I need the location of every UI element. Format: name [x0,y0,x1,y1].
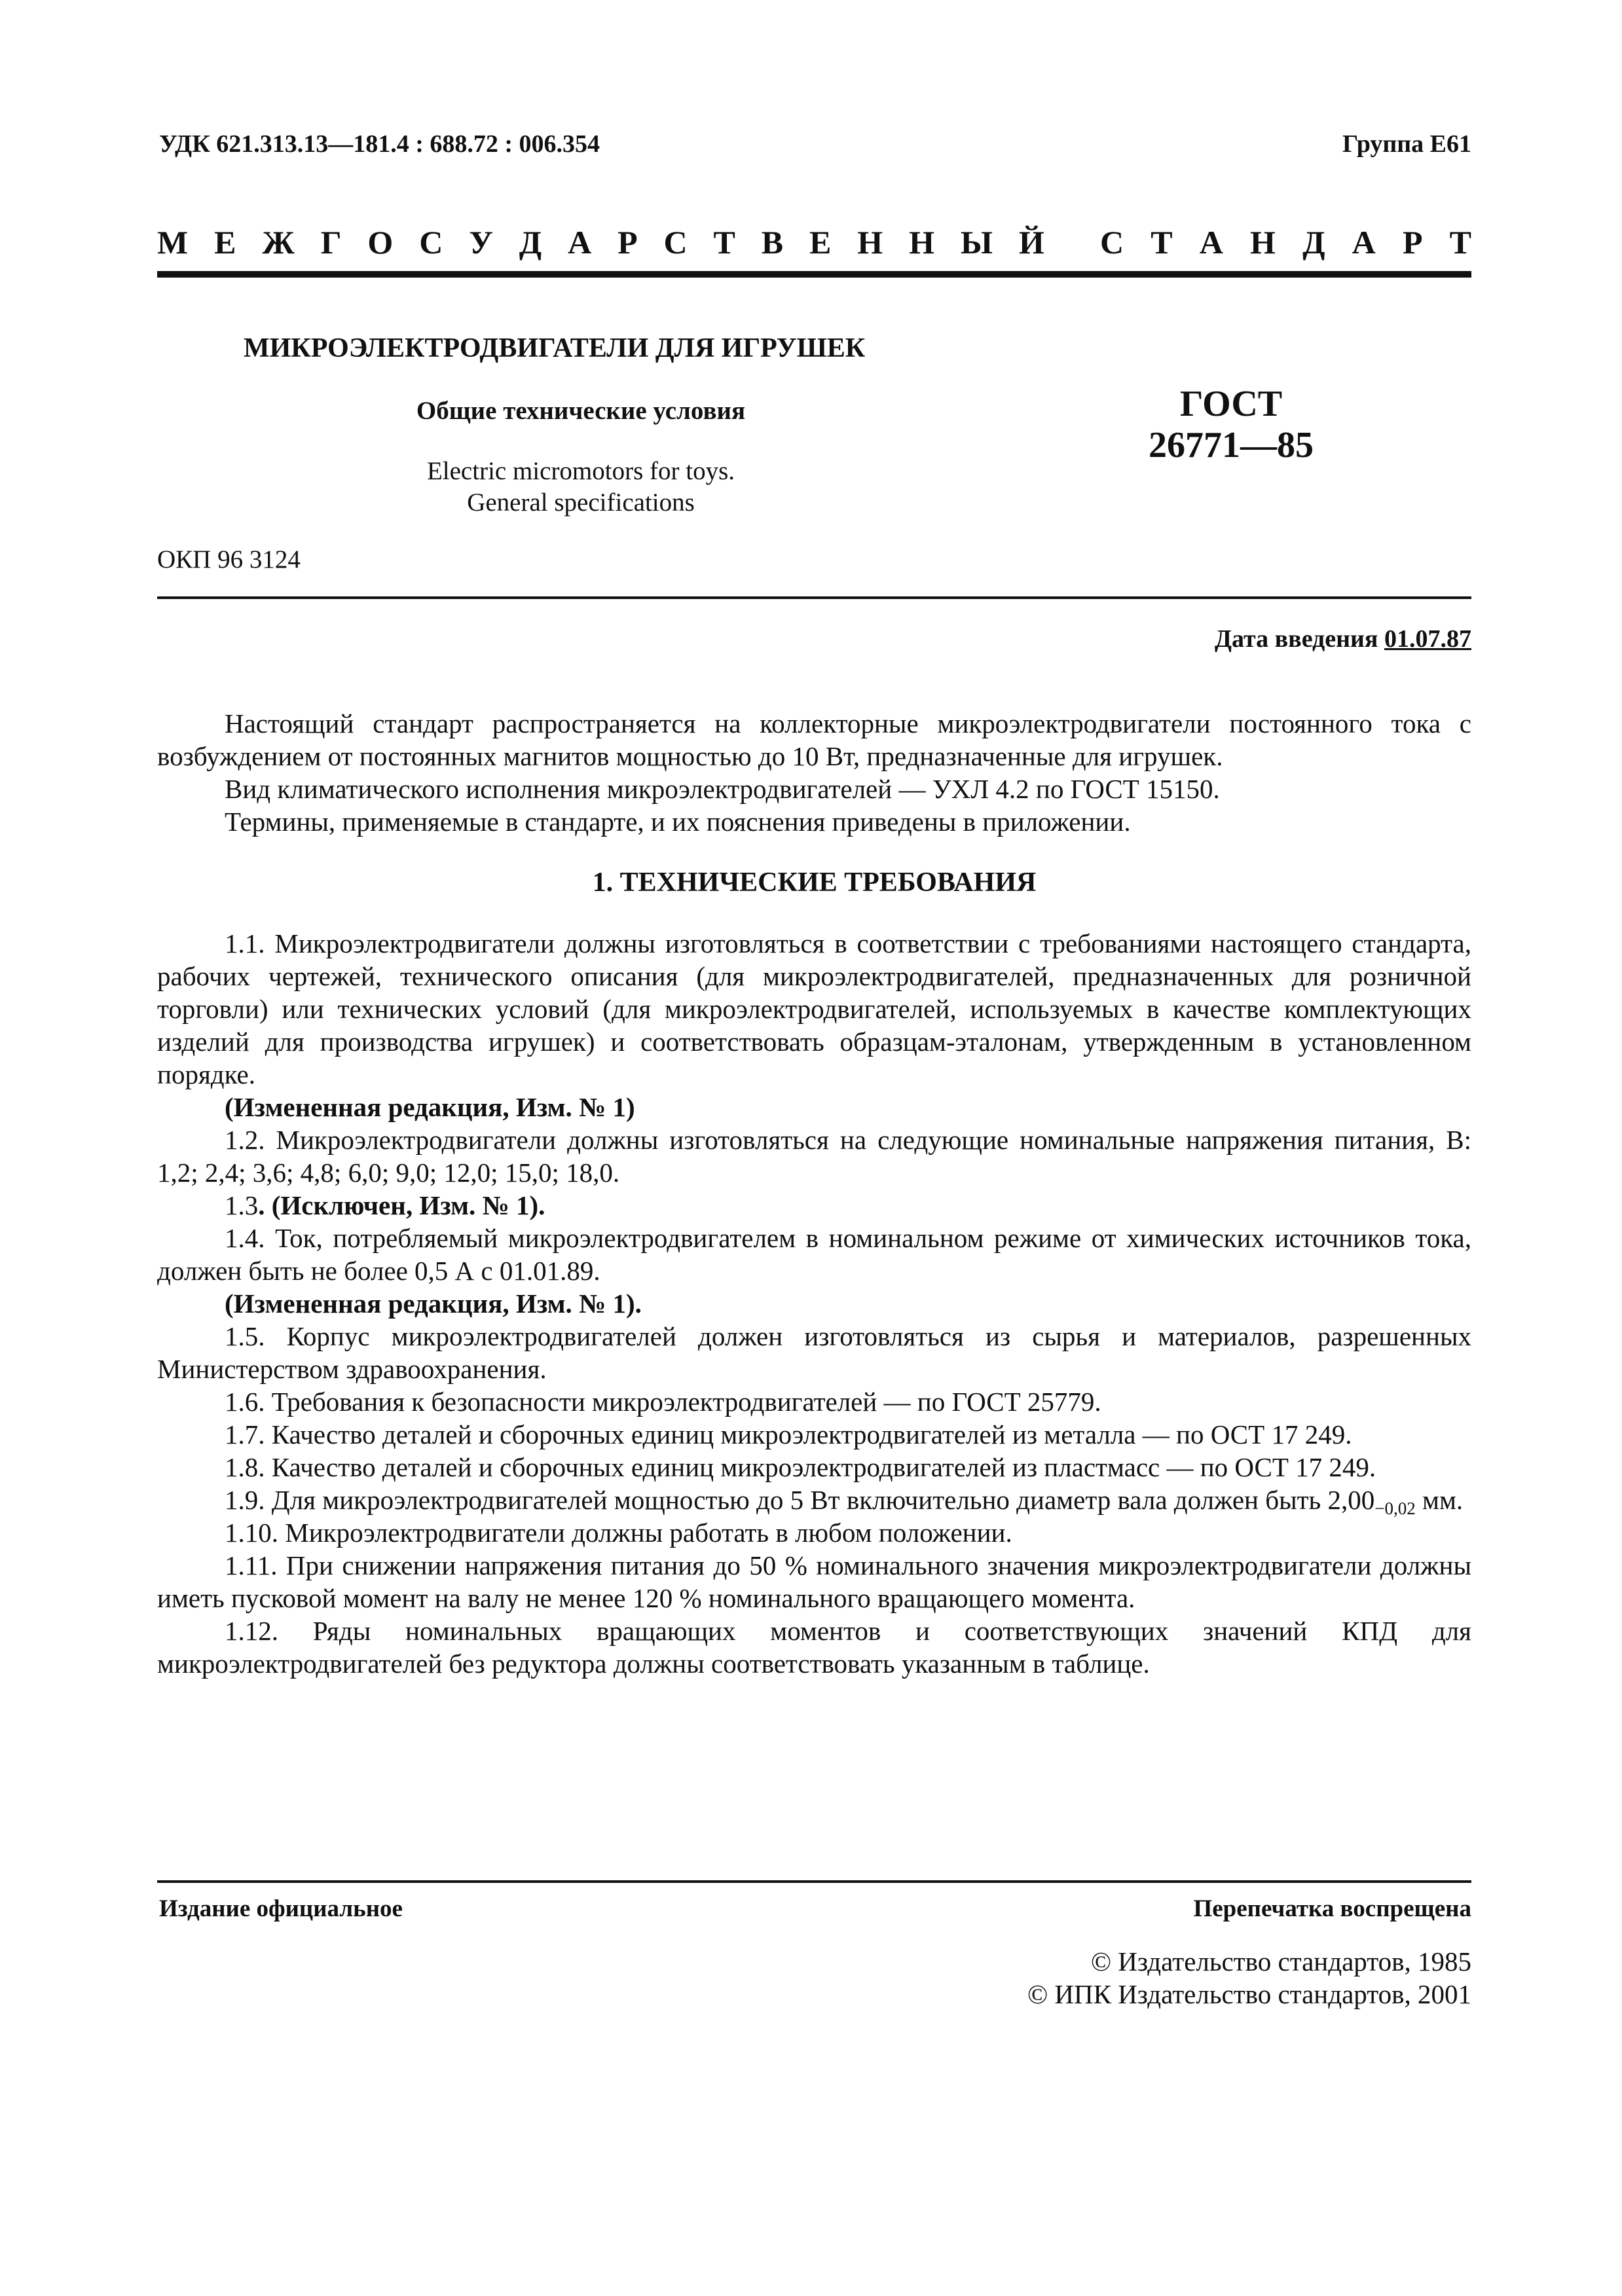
section-heading: 1. ТЕХНИЧЕСКИЕ ТРЕБОВАНИЯ [592,867,1037,898]
clause-1-3 [157,1189,1471,1222]
english-title-line-1: Electric micromotors for toys. [426,457,735,485]
header-rule [157,271,1471,278]
clause-1-1: 1.1. Микроэлектродвигатели должны изготовляться в соответствии с требованиями настоящего стандарта, рабочих чертежей, технического описания (для микроэлектродвигателей, предназначенных для розничной торговли) или технических условий (для микроэлектродвигателей, используемых в качестве комплектующих изделий для производства игрушек) и соответствовать образцам-эталонам, утвержденным в установленном порядке. [157,928,1471,1089]
clause-1-7: 1.7. Качество деталей и сборочных единиц микроэлектродвигателей из металла — по ОСТ 17 249. [225,1419,1352,1449]
clause-1-4: 1.4. Ток, потребляемый микроэлектродвигателем в номинальном режиме от химических источников тока, должен быть не более 0,5 А с 01.01.89. [157,1223,1471,1286]
gost-number: 26771—85 [1149,425,1314,465]
group-code: Группа Е61 [1342,130,1471,158]
banner-letter: Й [1018,224,1044,261]
official-edition: Издание официальное [159,1895,403,1922]
copyright-line: © Издательство стандартов, 1985 [1090,1946,1471,1977]
clause-1-9 [157,1484,1471,1516]
amendment-note: (Измененная редакция, Изм. № 1). [225,1288,642,1319]
gost-label: ГОСТ [1179,384,1283,424]
okp-code: ОКП 96 3124 [157,545,301,574]
reprint-prohibited: Перепечатка воспрещена [1193,1895,1471,1922]
clause-1-10: 1.10. Микроэлектродвигатели должны работать в любом положении. [225,1518,1012,1548]
banner-letter: Р [1402,224,1423,261]
banner-letter: Г [320,224,342,261]
intro-paragraph: Термины, применяемые в стандарте, и их пояснения приведены в приложении. [225,807,1131,837]
english-title-line-2: General specifications [467,488,695,517]
clause-1-6: 1.6. Требования к безопасности микроэлектродвигателей — по ГОСТ 25779. [225,1387,1101,1417]
banner-letter: А [1352,224,1376,261]
clause-1-9-text: 1.9. Для микроэлектродвигателей мощностью до 5 Вт включительно диаметр вала должен быть 2,00 [225,1485,1375,1515]
interstate-standard-banner [157,223,1471,262]
udk-code: УДК 621.313.13—181.4 : 688.72 : 006.354 [159,130,600,158]
banner-letter: Т [1449,224,1471,261]
banner-word-standard [1100,223,1471,261]
intro-paragraph: Настоящий стандарт распространяется на коллекторные микроэлектродвигатели постоянного тока с возбуждением от постоянных магнитов мощностью до 10 Вт, предназначенные для игрушек. [157,708,1471,771]
clause-1-5: 1.5. Корпус микроэлектродвигателей должен изготовляться из сырья и материалов, разрешенных Министерством здравоохранения. [157,1321,1471,1384]
banner-letter: С [419,224,443,261]
banner-letter: Т [713,224,735,261]
banner-letter: С [663,224,688,261]
banner-letter: Н [857,224,883,261]
banner-letter: У [469,224,493,261]
amendment-note: (Измененная редакция, Изм. № 1) [225,1092,635,1122]
clause-1-3-text: . (Исключен, Изм. № 1). [258,1190,545,1220]
document-subtitle: Общие технические условия [416,397,746,425]
banner-letter: Р [617,224,638,261]
introduction-date [1215,625,1471,653]
document-body [157,707,1471,1680]
banner-letter: В [761,224,784,261]
banner-letter: С [1100,224,1124,261]
banner-word-interstate [157,223,1044,261]
clause-1-9-unit: мм. [1415,1485,1464,1515]
banner-letter: Д [1302,224,1325,261]
banner-letter: Ж [262,224,295,261]
clause-1-8: 1.8. Качество деталей и сборочных единиц микроэлектродвигателей из пластмасс — по ОСТ 17 249. [225,1452,1376,1482]
banner-letter: Н [1250,224,1276,261]
banner-letter: Ы [960,224,993,261]
title-block-rule [157,596,1471,599]
banner-letter: Д [519,224,542,261]
banner-letter: Н [909,224,934,261]
introduction-date-value: 01.07.87 [1384,625,1471,653]
banner-letter: Т [1151,224,1173,261]
shaft-tolerance: −0,02 [1374,1499,1416,1518]
banner-letter: Е [214,224,236,261]
clause-1-12: 1.12. Ряды номинальных вращающих моментов и соответствующих значений КПД для микроэлектродвигателей без редуктора должны соответствовать указанным в таблице. [157,1616,1471,1679]
banner-letter: М [157,224,189,261]
clause-1-3-number: 1.3 [225,1190,259,1220]
banner-letter: А [1199,224,1223,261]
clause-1-11: 1.11. При снижении напряжения питания до 50 % номинального значения микроэлектродвигатели должны иметь пусковой момент на валу не менее 120 % номинального вращающего момента. [157,1550,1471,1613]
banner-letter: А [568,224,592,261]
banner-letter: О [367,224,394,261]
clause-1-2: 1.2. Микроэлектродвигатели должны изготовляться на следующие номинальные напряжения питания, В: 1,2; 2,4; 3,6; 4,8; 6,0; 9,0; 12,0; 15,0; 18,0. [157,1125,1471,1188]
document-title: МИКРОЭЛЕКТРОДВИГАТЕЛИ ДЛЯ ИГРУШЕК [244,333,866,363]
introduction-date-label: Дата введения [1214,625,1378,653]
intro-paragraph: Вид климатического исполнения микроэлектродвигателей — УХЛ 4.2 по ГОСТ 15150. [225,774,1220,804]
footer-rule [157,1880,1471,1883]
banner-letter: Е [809,224,832,261]
copyright-line: © ИПК Издательство стандартов, 2001 [1027,1979,1471,2009]
